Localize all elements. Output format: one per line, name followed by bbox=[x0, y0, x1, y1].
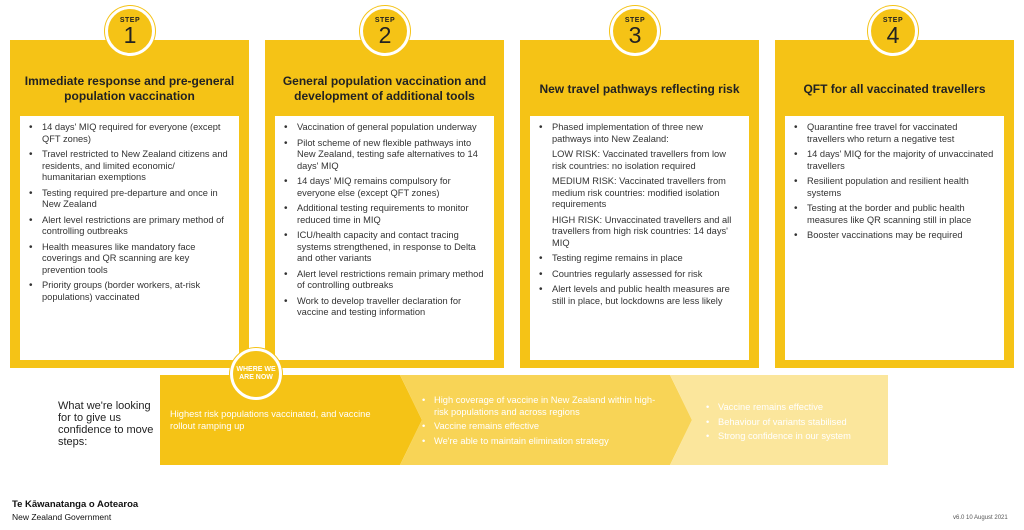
list-item: • Alert level restrictions are primary method of controlling outbreaks bbox=[28, 215, 231, 238]
step-1-body bbox=[20, 116, 239, 360]
step-4-body bbox=[785, 116, 1004, 360]
list-item: • Additional testing requirements to monitor reduced time in MIQ bbox=[283, 203, 486, 226]
list-item-sub: MEDIUM RISK: Vaccinated travellers from medium risk countries: modified isolation requirements bbox=[552, 176, 726, 209]
step-4-card bbox=[775, 40, 1014, 368]
government-subtitle: New Zealand Government bbox=[12, 512, 112, 522]
list-item: • Vaccine remains effective bbox=[422, 421, 667, 433]
list-item: • Pilot scheme of new flexible pathways into New Zealand, testing safe alternatives to 14 days' MIQ bbox=[283, 138, 486, 173]
step-number: 4 bbox=[886, 22, 900, 48]
list-item: • Quarantine free travel for vaccinated travellers who return a negative test bbox=[793, 122, 996, 145]
step-1-card bbox=[10, 40, 249, 368]
list-item: • 14 days' MIQ for the majority of unvaccinated travellers bbox=[793, 149, 996, 172]
step-label: STEP bbox=[119, 17, 141, 24]
list-item: • Resilient population and resilient health systems bbox=[793, 176, 996, 199]
stage-1-text: Highest risk populations vaccinated, and vaccine rollout ramping up bbox=[170, 409, 371, 431]
list-item: • We're able to maintain elimination strategy bbox=[422, 436, 667, 448]
list-item: • Strong confidence in our system bbox=[706, 431, 886, 443]
list-item: • Alert levels and public health measures are still in place, but lockdowns are less likely bbox=[538, 284, 741, 307]
list-item: • ICU/health capacity and contact tracing systems strengthened, in response to Delta and other variants bbox=[283, 230, 486, 265]
step-2-title: General population vaccination and development of additional tools bbox=[282, 74, 487, 103]
stage-2-text bbox=[422, 395, 667, 450]
step-3-card bbox=[520, 40, 759, 368]
list-item: • Testing required pre-departure and once in New Zealand bbox=[28, 188, 231, 211]
list-item: • Phased implementation of three new pathways into New Zealand: bbox=[538, 122, 741, 145]
step-2-badge bbox=[360, 6, 410, 56]
version-date: v6.0 10 August 2021 bbox=[953, 515, 1008, 521]
list-item: • Health measures like mandatory face coverings and QR scanning are key prevention tools bbox=[28, 242, 231, 277]
government-name: Te Kāwanatanga o Aotearoa bbox=[12, 499, 139, 510]
looking-for-label: What we're looking for to give us confidence to move steps: bbox=[58, 400, 154, 448]
step-3-body bbox=[530, 116, 749, 360]
step-label: STEP bbox=[374, 17, 396, 24]
step-2-card bbox=[265, 40, 504, 368]
step-1-badge bbox=[105, 6, 155, 56]
list-item: • Countries regularly assessed for risk bbox=[538, 269, 741, 281]
list-item: • Vaccination of general population underway bbox=[283, 122, 486, 134]
step-label: STEP bbox=[624, 17, 646, 24]
stage-3-text bbox=[706, 402, 886, 446]
list-item: • Booster vaccinations may be required bbox=[793, 230, 996, 242]
where-we-are-now-badge: WHERE WE ARE NOW bbox=[230, 348, 282, 400]
list-item: • High coverage of vaccine in New Zealand within high-risk populations and across regions bbox=[422, 395, 667, 418]
step-4-badge bbox=[868, 6, 918, 56]
list-item: • Alert level restrictions remain primary method of controlling outbreaks bbox=[283, 269, 486, 292]
step-label: STEP bbox=[882, 17, 904, 24]
list-item: • Testing regime remains in place bbox=[538, 253, 741, 265]
list-item: • Travel restricted to New Zealand citizens and residents, and limited economic/ humanitarian exemptions bbox=[28, 149, 231, 184]
list-item: • Behaviour of variants stabilised bbox=[706, 417, 886, 429]
list-item: • 14 days' MIQ remains compulsory for everyone else (except QFT zones) bbox=[283, 176, 486, 199]
step-number: 1 bbox=[123, 22, 137, 48]
list-item-sub: HIGH RISK: Unvaccinated travellers and all travellers from high risk countries: 14 days' MIQ bbox=[552, 214, 732, 248]
step-1-title: Immediate response and pre-general population vaccination bbox=[24, 74, 235, 103]
list-item: • Work to develop traveller declaration for vaccine and testing information bbox=[283, 296, 486, 319]
step-number: 3 bbox=[628, 22, 642, 48]
step-3-badge bbox=[610, 6, 660, 56]
list-item: • 14 days' MIQ required for everyone (except QFT zones) bbox=[28, 122, 231, 145]
step-number: 2 bbox=[378, 22, 392, 48]
list-item: • Testing at the border and public health measures like QR scanning still in place bbox=[793, 203, 996, 226]
step-4-title: QFT for all vaccinated travellers bbox=[803, 81, 986, 96]
step-3-title: New travel pathways reflecting risk bbox=[539, 81, 740, 96]
list-item: • Vaccine remains effective bbox=[706, 402, 886, 414]
list-item-sub: LOW RISK: Vaccinated travellers from low risk countries: no isolation required bbox=[552, 149, 726, 171]
list-item: • Priority groups (border workers, at-risk populations) vaccinated bbox=[28, 280, 231, 303]
step-2-body bbox=[275, 116, 494, 360]
